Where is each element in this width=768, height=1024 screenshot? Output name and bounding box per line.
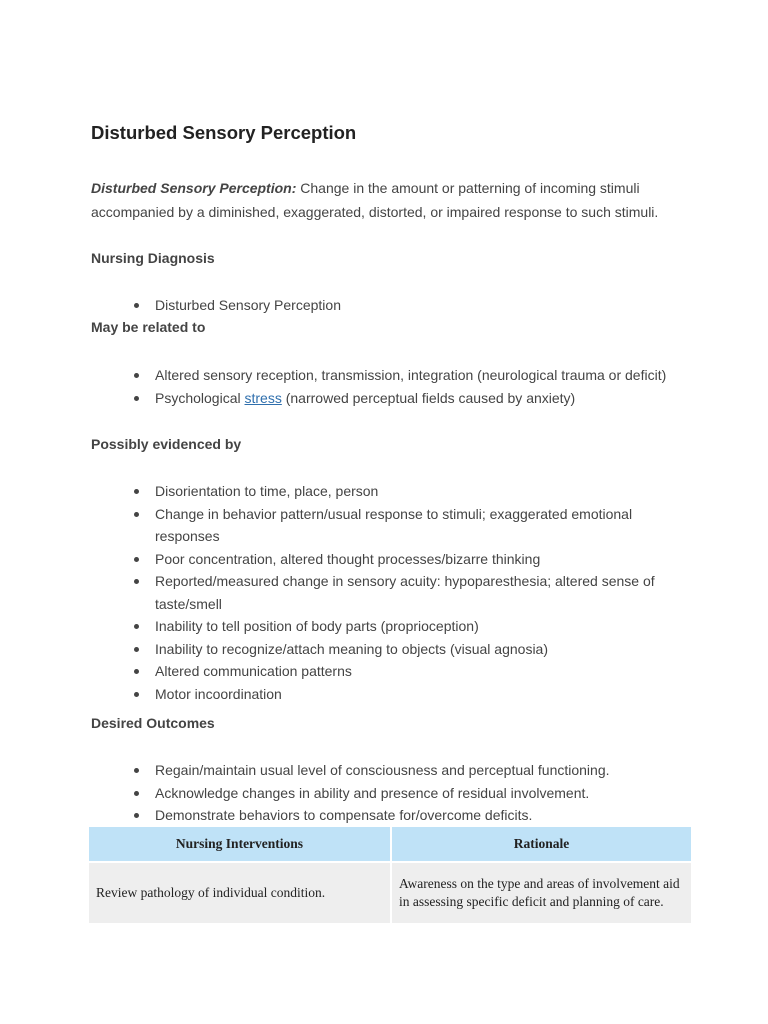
- evidenced-by-heading: Possibly evidenced by: [91, 436, 242, 452]
- definition-text: Change in the amount or patterning of incoming stimuli accompanied by a diminished, exaggerated, distorted, or impaired response to such stimuli.: [91, 180, 659, 220]
- list-item: Poor concentration, altered thought processes/bizarre thinking: [155, 548, 675, 571]
- page-title: Disturbed Sensory Perception: [91, 122, 357, 143]
- list-item: Inability to tell position of body parts (proprioception): [155, 615, 675, 638]
- desired-outcomes-heading: Desired Outcomes: [91, 715, 215, 731]
- interventions-table: [89, 827, 693, 923]
- list-item: Acknowledge changes in ability and presence of residual involvement.: [155, 782, 675, 805]
- list-item-text: (narrowed perceptual fields caused by anxiety): [281, 389, 576, 406]
- related-to-heading: May be related to: [91, 319, 206, 335]
- list-item: Inability to recognize/attach meaning to objects (visual agnosia): [155, 638, 675, 661]
- list-item: Motor incoordination: [155, 683, 675, 706]
- nursing-diagnosis-heading: Nursing Diagnosis: [91, 250, 215, 266]
- list-item: Regain/maintain usual level of consciousness and perceptual functioning.: [155, 759, 675, 782]
- table-cell: Awareness on the type and areas of involvement aid in assessing specific deficit and planning of care.: [391, 862, 692, 923]
- table-header-row: [89, 827, 692, 862]
- definition-paragraph: [91, 176, 691, 224]
- evidenced-by-list: [155, 480, 675, 705]
- list-item: Altered communication patterns: [155, 660, 675, 683]
- list-item: Change in behavior pattern/usual response to stimuli; exaggerated emotional responses: [155, 503, 675, 548]
- definition-term: Disturbed Sensory Perception:: [91, 180, 297, 196]
- article: [91, 120, 693, 823]
- list-item: [155, 387, 675, 410]
- list-item: Disorientation to time, place, person: [155, 480, 675, 503]
- list-item: Altered sensory reception, transmission, integration (neurological trauma or deficit): [155, 364, 675, 387]
- list-item: Reported/measured change in sensory acuity: hypoparesthesia; altered sense of taste/smell: [155, 570, 675, 615]
- stress-link[interactable]: stress: [244, 389, 282, 406]
- list-item: Demonstrate behaviors to compensate for/overcome deficits.: [155, 804, 675, 827]
- column-header-interventions: Nursing Interventions: [89, 827, 391, 862]
- list-item-text: Psychological: [155, 389, 245, 406]
- list-item: Disturbed Sensory Perception: [155, 294, 675, 317]
- table-row: [89, 862, 692, 923]
- table-cell: Review pathology of individual condition.: [89, 862, 391, 923]
- related-to-list: [155, 364, 675, 409]
- column-header-rationale: Rationale: [391, 827, 692, 862]
- desired-outcomes-list: [155, 759, 675, 827]
- nursing-diagnosis-list: [155, 294, 675, 317]
